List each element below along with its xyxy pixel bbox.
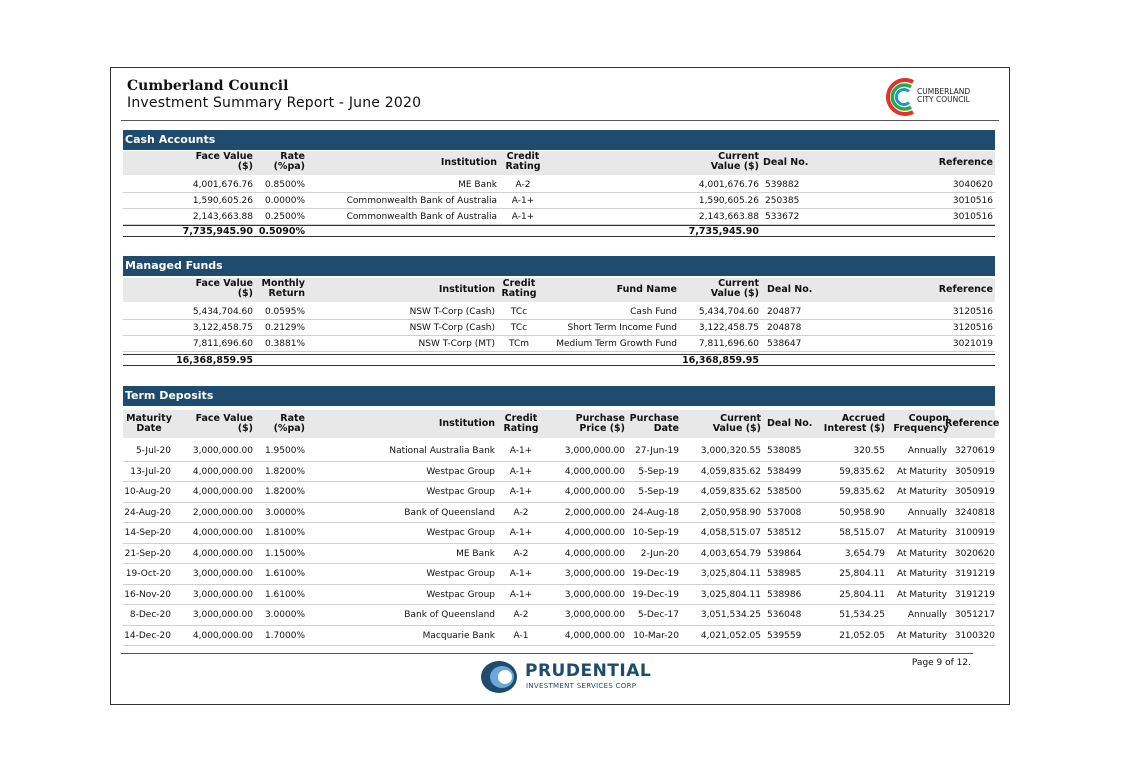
cell-reference: 3120516 — [952, 323, 993, 333]
cell-reference: 3120516 — [952, 307, 993, 317]
cell-deal: 538512 — [767, 528, 802, 538]
cell-price: 3,000,000.00 — [564, 610, 625, 620]
cell-institution: ME Bank — [456, 548, 495, 559]
managed-total-face: 16,368,859.95 — [176, 355, 253, 366]
prudential-logo-icon — [479, 659, 519, 695]
cell-maturity: 24-Aug-20 — [124, 507, 171, 518]
cell-current: 4,003,654.79 — [700, 548, 761, 559]
cell-institution: Macquarie Bank — [422, 630, 495, 641]
col-rating: Credit Rating — [505, 151, 541, 172]
cell-maturity: 13-Jul-20 — [130, 466, 171, 477]
col-reference: Reference — [938, 284, 993, 295]
cell-price: 3,000,000.00 — [564, 446, 625, 456]
cell-institution: Westpac Group — [426, 528, 495, 538]
col-deal: Deal No. — [767, 418, 813, 429]
cell-reference: 3240818 — [954, 507, 995, 518]
cell-maturity: 5-Jul-20 — [135, 446, 171, 456]
cell-rating: A-1+ — [509, 487, 533, 497]
cell-price: 4,000,000.00 — [564, 548, 625, 559]
col-return: Monthly Return — [261, 278, 305, 299]
col-institution: Institution — [438, 284, 495, 295]
cell-accrued: 51,534.25 — [839, 610, 885, 620]
cell-rate: 1.1500% — [264, 548, 305, 559]
cell-current: 4,058,515.07 — [700, 528, 761, 538]
cell-rate: 1.9500% — [264, 446, 305, 456]
managed-table-header — [123, 278, 995, 302]
cell-pdate: 5-Sep-19 — [638, 466, 679, 477]
cell-deal: 204877 — [767, 307, 802, 317]
term-deposits-band: Term Deposits — [123, 386, 995, 406]
col-price: Purchase Price ($) — [575, 413, 625, 434]
cell-rate: 1.8100% — [264, 528, 305, 538]
cash-accounts-band: Cash Accounts — [123, 130, 995, 150]
cell-rate: 1.8200% — [264, 487, 305, 497]
cash-total-rate: 0.5090% — [258, 226, 305, 237]
cell-fund: Short Term Income Fund — [567, 323, 677, 333]
cell-face: 4,000,000.00 — [192, 466, 253, 477]
col-current: Current Value ($) — [710, 151, 759, 172]
cell-rating: TCc — [510, 307, 528, 317]
cell-price: 4,000,000.00 — [564, 466, 625, 477]
cash-table-header — [123, 151, 995, 175]
cash-total-row — [123, 225, 995, 237]
cell-rating: A-1+ — [511, 196, 535, 206]
col-face: Face Value ($) — [195, 413, 253, 434]
cell-institution: Westpac Group — [426, 569, 495, 579]
cell-deal: 538499 — [767, 466, 802, 477]
cell-institution: Westpac Group — [426, 466, 495, 477]
table-row — [123, 336, 995, 352]
col-current: Current Value ($) — [710, 278, 759, 299]
cell-deal: 538500 — [767, 487, 802, 497]
cell-current: 4,059,835.62 — [700, 487, 761, 497]
cell-pdate: 24-Aug-18 — [632, 507, 679, 518]
cell-coupon: At Maturity — [897, 548, 947, 559]
cell-rate: 3.0000% — [264, 610, 305, 620]
page-number: Page 9 of 12. — [911, 658, 971, 668]
cell-institution: Westpac Group — [426, 487, 495, 497]
col-reference: Reference — [938, 157, 993, 168]
prudential-brand-sub: INVESTMENT SERVICES CORP — [526, 682, 637, 690]
cell-face: 7,811,696.60 — [192, 339, 253, 349]
cell-deal: 538985 — [767, 569, 802, 579]
cell-face: 5,434,704.60 — [192, 307, 253, 317]
table-row — [123, 605, 995, 626]
cell-fund: Medium Term Growth Fund — [556, 339, 677, 349]
cell-deal: 539864 — [767, 548, 802, 559]
cell-coupon: At Maturity — [897, 528, 947, 538]
cell-return: 0.2129% — [264, 323, 305, 333]
cell-reference: 3051217 — [954, 610, 995, 620]
cell-reference: 3040620 — [952, 180, 993, 190]
cell-institution: Bank of Queensland — [404, 610, 495, 620]
cell-reference: 3191219 — [954, 569, 995, 579]
cell-return: 0.0595% — [264, 307, 305, 317]
cell-rate: 0.0000% — [264, 196, 305, 206]
cell-pdate: 2-Jun-20 — [640, 548, 679, 559]
cell-current: 1,590,605.26 — [698, 196, 759, 206]
cell-accrued: 320.55 — [853, 446, 885, 456]
cell-current: 4,001,676.76 — [698, 180, 759, 190]
cell-deal: 536048 — [767, 610, 802, 620]
cell-rating: A-1 — [513, 630, 529, 641]
cell-accrued: 21,052.05 — [839, 630, 885, 641]
table-row — [123, 320, 995, 336]
col-institution: Institution — [440, 157, 497, 168]
cell-return: 0.3881% — [264, 339, 305, 349]
cell-current: 4,059,835.62 — [700, 466, 761, 477]
col-face: Face Value ($) — [195, 278, 253, 299]
cell-pdate: 5-Sep-19 — [638, 487, 679, 497]
cell-rate: 3.0000% — [264, 507, 305, 518]
cell-current: 2,050,958.90 — [700, 507, 761, 518]
cell-face: 3,122,458.75 — [192, 323, 253, 333]
header-divider — [121, 120, 999, 121]
cell-coupon: At Maturity — [897, 589, 947, 600]
table-row — [123, 585, 995, 606]
cell-rating: A-1+ — [511, 212, 535, 222]
cell-deal: 539559 — [767, 630, 802, 641]
cell-institution: Bank of Queensland — [404, 507, 495, 518]
cell-rating: A-1+ — [509, 446, 533, 456]
cash-total-current: 7,735,945.90 — [688, 226, 759, 237]
cell-face: 3,000,000.00 — [192, 610, 253, 620]
cell-price: 4,000,000.00 — [564, 487, 625, 497]
cell-face: 3,000,000.00 — [192, 589, 253, 600]
cell-current: 3,122,458.75 — [698, 323, 759, 333]
report-title: Cumberland Council — [127, 78, 289, 94]
col-face: Face Value ($) — [195, 151, 253, 172]
cell-coupon: Annually — [907, 610, 947, 620]
cell-deal: 538986 — [767, 589, 802, 600]
cash-total-face: 7,735,945.90 — [182, 226, 253, 237]
cell-rate: 1.8200% — [264, 466, 305, 477]
cell-maturity: 19-Oct-20 — [125, 569, 171, 579]
cell-coupon: At Maturity — [897, 630, 947, 641]
cell-rating: A-2 — [513, 548, 529, 559]
cell-coupon: At Maturity — [897, 466, 947, 477]
cell-accrued: 25,804.11 — [839, 569, 885, 579]
col-maturity: Maturity Date — [126, 413, 172, 434]
cell-pdate: 10-Sep-19 — [632, 528, 679, 538]
cell-face: 3,000,000.00 — [192, 569, 253, 579]
table-row — [123, 544, 995, 565]
report-page — [110, 67, 1010, 705]
prudential-brand: PRUDENTIAL — [525, 661, 652, 681]
cell-maturity: 14-Sep-20 — [124, 528, 171, 538]
cell-rating: A-1+ — [509, 589, 533, 600]
cell-institution: Westpac Group — [426, 589, 495, 600]
table-row — [123, 193, 995, 209]
col-rate: Rate (%pa) — [273, 413, 305, 434]
col-accrued: Accrued Interest ($) — [823, 413, 885, 434]
col-rating: Credit Rating — [503, 413, 539, 434]
cell-rating: A-1+ — [509, 528, 533, 538]
cell-pdate: 10-Mar-20 — [633, 630, 679, 641]
cell-rate: 1.7000% — [264, 630, 305, 641]
table-row — [123, 503, 995, 524]
cell-rating: A-2 — [515, 180, 531, 190]
cell-institution: National Australia Bank — [389, 446, 495, 456]
cell-coupon: At Maturity — [897, 487, 947, 497]
cell-face: 4,000,000.00 — [192, 548, 253, 559]
cell-face: 2,143,663.88 — [192, 212, 253, 222]
managed-total-current: 16,368,859.95 — [682, 355, 759, 366]
cell-coupon: At Maturity — [897, 569, 947, 579]
cell-reference: 3100320 — [954, 630, 995, 641]
cell-face: 3,000,000.00 — [192, 446, 253, 456]
cell-rating: A-1+ — [509, 466, 533, 477]
cell-face: 4,000,000.00 — [192, 630, 253, 641]
col-coupon: Coupon Frequency — [893, 413, 949, 434]
col-fund: Fund Name — [616, 284, 677, 295]
col-rate: Rate (%pa) — [273, 151, 305, 172]
cell-deal: 204878 — [767, 323, 802, 333]
managed-funds-band: Managed Funds — [123, 256, 995, 276]
table-row — [123, 441, 995, 462]
cell-coupon: Annually — [907, 446, 947, 456]
cell-institution: NSW T-Corp (Cash) — [409, 323, 495, 333]
cell-reference: 3191219 — [954, 589, 995, 600]
cell-rating: A-2 — [513, 610, 529, 620]
cell-price: 4,000,000.00 — [564, 528, 625, 538]
cell-current: 7,811,696.60 — [698, 339, 759, 349]
table-row — [123, 564, 995, 585]
cell-accrued: 59,835.62 — [839, 487, 885, 497]
cell-price: 2,000,000.00 — [564, 507, 625, 518]
cell-current: 2,143,663.88 — [698, 212, 759, 222]
cell-institution: NSW T-Corp (Cash) — [409, 307, 495, 317]
cell-accrued: 58,515.07 — [839, 528, 885, 538]
managed-total-row — [123, 354, 995, 366]
col-deal: Deal No. — [763, 157, 809, 168]
cell-current: 3,051,534.25 — [700, 610, 761, 620]
cell-face: 4,000,000.00 — [192, 528, 253, 538]
cell-rate: 0.8500% — [264, 180, 305, 190]
cell-coupon: Annually — [907, 507, 947, 518]
cell-institution: ME Bank — [458, 180, 497, 190]
council-logo-text: CUMBERLAND CITY COUNCIL — [917, 87, 971, 104]
cell-deal: 533672 — [765, 212, 800, 222]
cell-face: 1,590,605.26 — [192, 196, 253, 206]
table-row — [123, 304, 995, 320]
cell-maturity: 16-Nov-20 — [124, 589, 171, 600]
cell-deal: 537008 — [767, 507, 802, 518]
cell-institution: NSW T-Corp (MT) — [418, 339, 495, 349]
table-row — [123, 482, 995, 503]
cell-rate: 0.2500% — [264, 212, 305, 222]
col-institution: Institution — [438, 418, 495, 429]
cell-accrued: 25,804.11 — [839, 589, 885, 600]
cell-reference: 3021019 — [952, 339, 993, 349]
cell-reference: 3050919 — [954, 466, 995, 477]
table-row — [123, 523, 995, 544]
cell-face: 2,000,000.00 — [192, 507, 253, 518]
cell-maturity: 10-Aug-20 — [124, 487, 171, 497]
cell-reference: 3010516 — [952, 212, 993, 222]
col-current: Current Value ($) — [712, 413, 761, 434]
cell-current: 3,025,804.11 — [700, 569, 761, 579]
footer-divider — [121, 653, 973, 654]
cell-rating: A-1+ — [509, 569, 533, 579]
table-row — [123, 462, 995, 483]
cell-rate: 1.6100% — [264, 589, 305, 600]
cell-price: 3,000,000.00 — [564, 589, 625, 600]
cell-maturity: 8-Dec-20 — [129, 610, 171, 620]
table-row — [123, 177, 995, 193]
cell-rate: 1.6100% — [264, 569, 305, 579]
table-row — [123, 209, 995, 225]
cell-price: 4,000,000.00 — [564, 630, 625, 641]
cell-pdate: 19-Dec-19 — [632, 589, 679, 600]
cell-reference: 3050919 — [954, 487, 995, 497]
col-reference: Reference — [945, 418, 1000, 429]
cell-maturity: 14-Dec-20 — [124, 630, 171, 641]
cell-current: 3,025,804.11 — [700, 589, 761, 600]
cell-deal: 538647 — [767, 339, 802, 349]
cell-rating: TCc — [510, 323, 528, 333]
cell-accrued: 59,835.62 — [839, 466, 885, 477]
table-row — [123, 626, 995, 647]
col-rating: Credit Rating — [501, 278, 537, 299]
cell-pdate: 27-Jun-19 — [635, 446, 679, 456]
term-table-header — [123, 410, 1000, 438]
cell-deal: 539882 — [765, 180, 800, 190]
col-pdate: Purchase Date — [629, 413, 679, 434]
cell-pdate: 5-Dec-17 — [637, 610, 679, 620]
cell-current: 5,434,704.60 — [698, 307, 759, 317]
cell-fund: Cash Fund — [630, 307, 677, 317]
cell-reference: 3100919 — [954, 528, 995, 538]
cell-reference: 3010516 — [952, 196, 993, 206]
cell-institution: Commonwealth Bank of Australia — [346, 212, 497, 222]
cell-maturity: 21-Sep-20 — [124, 548, 171, 559]
col-deal: Deal No. — [767, 284, 813, 295]
cell-accrued: 50,958.90 — [839, 507, 885, 518]
cell-rating: TCm — [508, 339, 530, 349]
cell-rating: A-2 — [513, 507, 529, 518]
cell-institution: Commonwealth Bank of Australia — [346, 196, 497, 206]
report-subtitle: Investment Summary Report - June 2020 — [127, 95, 422, 111]
cell-reference: 3020620 — [954, 548, 995, 559]
cell-deal: 538085 — [767, 446, 802, 456]
cell-deal: 250385 — [765, 196, 800, 206]
cell-current: 4,021,052.05 — [700, 630, 761, 641]
cell-face: 4,001,676.76 — [192, 180, 253, 190]
cell-reference: 3270619 — [954, 446, 995, 456]
cell-accrued: 3,654.79 — [844, 548, 885, 559]
cell-current: 3,000,320.55 — [700, 446, 761, 456]
cell-pdate: 19-Dec-19 — [632, 569, 679, 579]
cell-face: 4,000,000.00 — [192, 487, 253, 497]
cell-price: 3,000,000.00 — [564, 569, 625, 579]
